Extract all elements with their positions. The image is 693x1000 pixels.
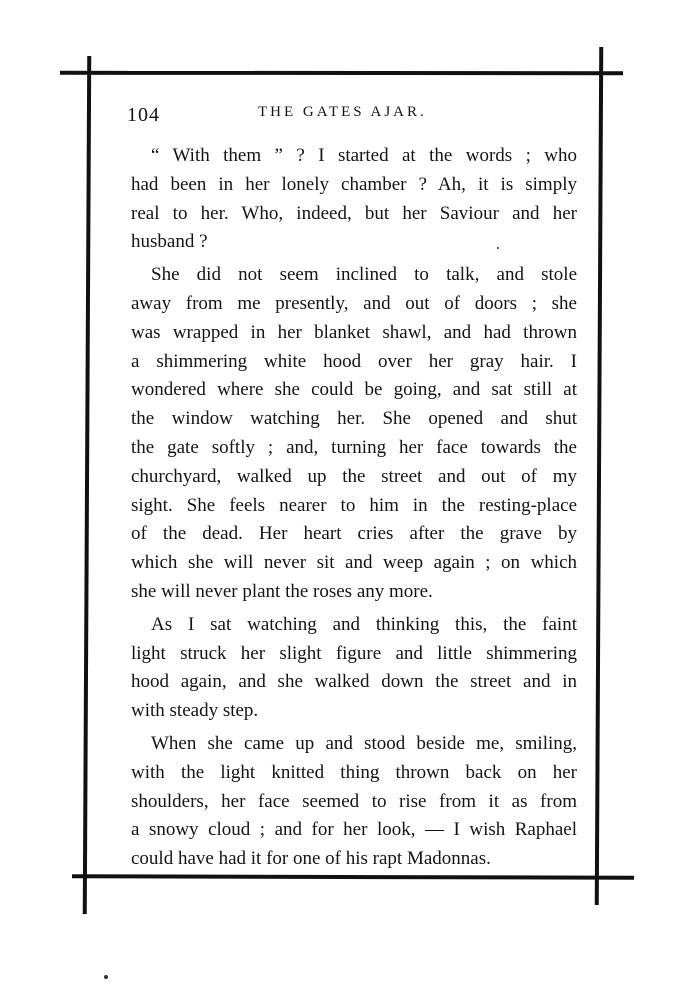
text-line: “ With them ” ? I started at the words ; who	[151, 145, 577, 166]
frame-rule-bottom	[72, 874, 634, 879]
ink-speck	[104, 975, 108, 979]
text-line: wondered where she could be going, and sat still at	[131, 379, 577, 401]
text-line: had been in her lonely chamber ? Ah, it is simply	[131, 173, 577, 195]
text-line: was wrapped in her blanket shawl, and had thrown	[131, 321, 577, 343]
paragraph	[131, 611, 577, 726]
frame-rule-top	[60, 71, 623, 75]
ink-speck	[497, 247, 499, 249]
text-line: churchyard, walked up the street and out of my	[131, 465, 577, 487]
text-line: away from me presently, and out of doors ; she	[131, 292, 577, 314]
text-line: of the dead. Her heart cries after the grave by	[131, 523, 577, 545]
body-text	[131, 142, 577, 874]
text-line: the window watching her. She opened and shut	[131, 408, 577, 430]
text-line: she will never plant the roses any more.	[131, 580, 433, 602]
paragraph	[131, 261, 577, 607]
text-line: which she will never sit and weep again ; on which	[131, 552, 577, 574]
running-title: THE GATES AJAR.	[258, 104, 427, 120]
text-line: When she came up and stood beside me, smiling,	[151, 732, 577, 754]
text-line: the gate softly ; and, turning her face towards the	[131, 436, 577, 458]
page-number: 104	[127, 104, 160, 126]
text-line: sight. She feels nearer to him in the resting-place	[131, 494, 577, 516]
text-line: shoulders, her face seemed to rise from it as from	[131, 790, 577, 812]
text-line: a shimmering white hood over her gray hair. I	[131, 350, 577, 372]
text-line: could have had it for one of his rapt Madonnas.	[131, 848, 491, 870]
text-line: with the light knitted thing thrown back on her	[131, 761, 577, 783]
paragraph	[131, 730, 577, 874]
text-line: a snowy cloud ; and for her look, — I wish Raphael	[131, 819, 577, 841]
text-line: As I sat watching and thinking this, the faint	[151, 613, 577, 635]
text-line: She did not seem inclined to talk, and stole	[151, 264, 577, 286]
text-line: hood again, and she walked down the street and in	[131, 671, 577, 693]
text-line: real to her. Who, indeed, but her Saviour and her	[131, 202, 577, 224]
paragraph	[131, 142, 577, 257]
text-line: with steady step.	[131, 700, 259, 722]
frame-rule-left	[83, 56, 91, 914]
text-line: husband ?	[131, 231, 208, 253]
text-line: light struck her slight figure and little shimmering	[131, 642, 577, 664]
frame-rule-right	[595, 47, 603, 905]
